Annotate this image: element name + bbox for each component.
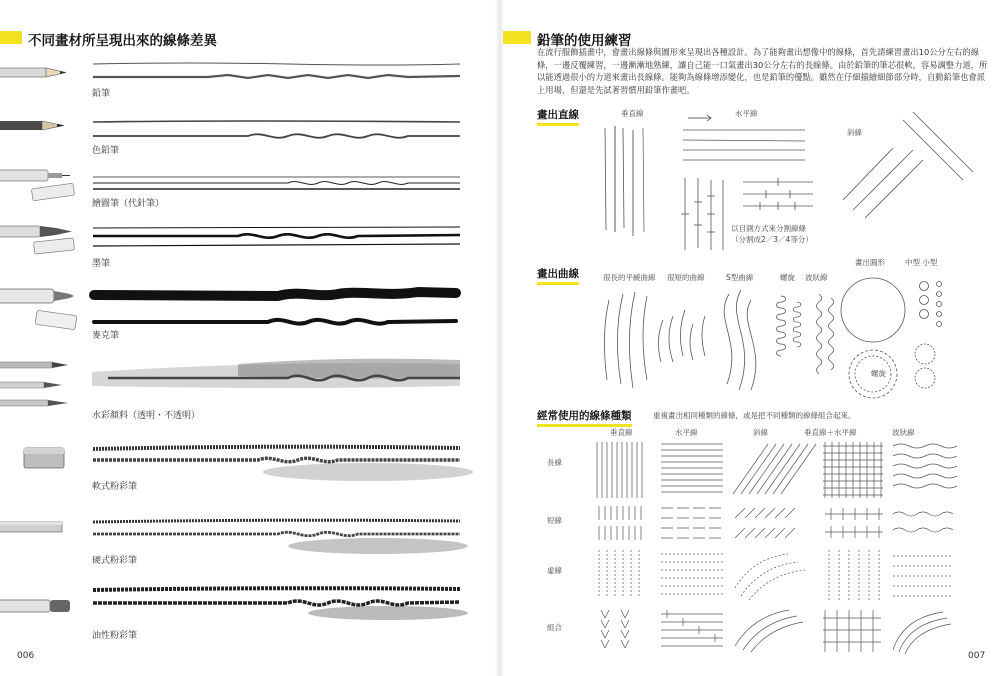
combo-vertical bbox=[601, 610, 629, 648]
long-horizontal bbox=[661, 444, 723, 492]
watercolor-strokes bbox=[92, 359, 460, 388]
spiral-circle-label: 螺旋 bbox=[871, 369, 886, 378]
right-page-number: 007 bbox=[968, 651, 986, 661]
line-types-heading: 經常使用的線條種類 bbox=[537, 408, 632, 427]
long-wave bbox=[893, 444, 957, 488]
colored-pencil-strokes bbox=[93, 121, 460, 138]
wave-curves bbox=[817, 294, 834, 374]
curve-label-long: 很長的平緩曲線 bbox=[603, 273, 656, 282]
tool-label-soft-pastel: 軟式粉彩筆 bbox=[92, 482, 138, 492]
short-grid bbox=[825, 508, 883, 538]
spiral-curves bbox=[777, 296, 801, 356]
stroke-samples bbox=[88, 60, 468, 660]
s-curves bbox=[724, 290, 756, 390]
horizontal-line-label: 水平線 bbox=[735, 109, 758, 118]
oil-pastel-icon bbox=[0, 600, 70, 612]
straight-line-drawings bbox=[543, 110, 983, 250]
long-grid bbox=[823, 442, 883, 498]
left-page bbox=[0, 0, 497, 676]
right-title-bar bbox=[503, 31, 531, 44]
dashed-horizontal bbox=[661, 554, 723, 594]
colored-pencil-icon bbox=[0, 121, 64, 130]
curve-label-spiral: 螺旋 bbox=[780, 273, 795, 282]
vertical-line-label: 垂直線 bbox=[621, 109, 644, 118]
arrow-icon bbox=[688, 115, 711, 121]
combo-grid bbox=[823, 610, 881, 652]
pencil-icon bbox=[0, 68, 66, 77]
long-gentle-curves bbox=[604, 292, 647, 388]
short-wave bbox=[893, 512, 953, 532]
intro-paragraph: 在流行服飾插畫中，會畫出線條與圖形來呈現出各種設計。為了能夠畫出想像中的線條，首先請練習畫出10公分左右的線條，一邊反覆練習，一邊漸漸地熟練，讓自己能一口氣畫出30公分左右的長線條。由於鉛筆的筆芯很軟，容易調整力道，所以能透過很小的力道來畫出長線條。能夠為線條增添變化，也是鉛筆的優點。雖然在仔細描繪細節部分時，自動鉛筆也會派上用場，但還是先試著習慣用鉛筆作畫吧。 bbox=[537, 47, 988, 95]
divided-horizontal-lines bbox=[743, 178, 813, 210]
marker-strokes bbox=[94, 292, 456, 324]
divide-note-2: （分割成2／3／4等分） bbox=[731, 235, 813, 244]
dashed-diagonal bbox=[735, 554, 805, 600]
left-page-title: 不同畫材所呈現出來的線條差異 bbox=[28, 33, 217, 49]
col-header-wave: 波狀線 bbox=[892, 428, 915, 437]
tool-label-colored-pencil: 色鉛筆 bbox=[92, 146, 120, 156]
tool-label-oil-pastel: 油性粉彩筆 bbox=[92, 631, 138, 641]
left-title-bar bbox=[0, 31, 22, 44]
divide-note-1: 以目測方式來分割線條 bbox=[731, 224, 806, 233]
tool-illustrations bbox=[0, 60, 82, 660]
tool-label-technical-pen: 繪圖筆（代針筆） bbox=[92, 199, 165, 209]
marker-icon bbox=[0, 289, 77, 330]
soft-pastel-strokes bbox=[93, 447, 473, 481]
long-vertical bbox=[597, 442, 642, 498]
oil-pastel-strokes bbox=[93, 588, 468, 620]
row-header-combo: 組合 bbox=[547, 623, 562, 632]
col-header-grid: 垂直線＋水平線 bbox=[804, 428, 857, 437]
row-header-dashed: 虛線 bbox=[547, 566, 562, 575]
right-page-title: 鉛筆的使用練習 bbox=[537, 33, 632, 49]
tool-label-hard-pastel: 硬式粉彩筆 bbox=[92, 556, 138, 566]
circle-label: 畫出圓形 bbox=[855, 258, 885, 267]
tool-label-marker: 麥克筆 bbox=[92, 331, 120, 341]
pencil-strokes bbox=[93, 63, 460, 78]
spiral-circle-drawings bbox=[849, 344, 935, 398]
dashed-vertical bbox=[599, 550, 639, 598]
brush-pen-icon bbox=[0, 226, 75, 254]
straight-lines-heading: 畫出直線 bbox=[537, 107, 579, 126]
row-header-short: 短線 bbox=[547, 516, 562, 525]
short-horizontal bbox=[661, 508, 721, 538]
col-header-vertical: 垂直線 bbox=[610, 428, 633, 437]
row-header-long: 長線 bbox=[547, 458, 562, 467]
divided-vertical-lines bbox=[681, 178, 723, 250]
curve-label-short: 很短的曲線 bbox=[667, 273, 705, 282]
technical-pen-icon bbox=[0, 170, 75, 201]
soft-pastel-icon bbox=[24, 448, 64, 468]
long-diagonal bbox=[733, 444, 816, 494]
circle-size-label: 中型 小型 bbox=[905, 258, 938, 267]
combo-wave bbox=[893, 612, 951, 654]
right-page bbox=[503, 0, 1000, 676]
tool-label-watercolor: 水彩顏料（透明・不透明） bbox=[92, 411, 201, 421]
dashed-wave bbox=[893, 556, 953, 596]
combo-horizontal bbox=[661, 610, 723, 646]
col-header-diagonal: 斜線 bbox=[753, 428, 768, 437]
diagonal-lines bbox=[843, 112, 973, 218]
curves-heading: 畫出曲線 bbox=[537, 266, 579, 285]
curve-label-s: S型曲線 bbox=[726, 273, 754, 282]
watercolor-brush-icon bbox=[0, 362, 68, 406]
brush-pen-strokes bbox=[93, 227, 460, 246]
technical-pen-strokes bbox=[93, 177, 460, 189]
line-types-note: 重複畫出相同種類的線條，或是把不同種類的線條組合起來。 bbox=[653, 411, 856, 420]
tool-label-pencil: 鉛筆 bbox=[92, 89, 111, 99]
short-diagonal bbox=[735, 508, 795, 538]
horizontal-lines bbox=[683, 130, 805, 160]
short-vertical bbox=[599, 506, 641, 540]
diagonal-line-label: 斜線 bbox=[847, 128, 862, 137]
tool-label-brush-pen: 墨筆 bbox=[92, 259, 111, 269]
combo-diagonal bbox=[735, 610, 803, 652]
short-curves bbox=[658, 310, 705, 362]
circle-drawings bbox=[841, 278, 942, 342]
dashed-grid bbox=[829, 550, 879, 600]
line-types-grid bbox=[593, 438, 963, 658]
hard-pastel-strokes bbox=[93, 520, 468, 554]
curve-label-wave: 波狀線 bbox=[805, 273, 828, 282]
left-page-number: 006 bbox=[17, 651, 35, 661]
col-header-horizontal: 水平線 bbox=[675, 428, 698, 437]
hard-pastel-icon bbox=[0, 522, 62, 532]
curve-drawings bbox=[543, 280, 983, 405]
vertical-lines bbox=[605, 126, 644, 236]
